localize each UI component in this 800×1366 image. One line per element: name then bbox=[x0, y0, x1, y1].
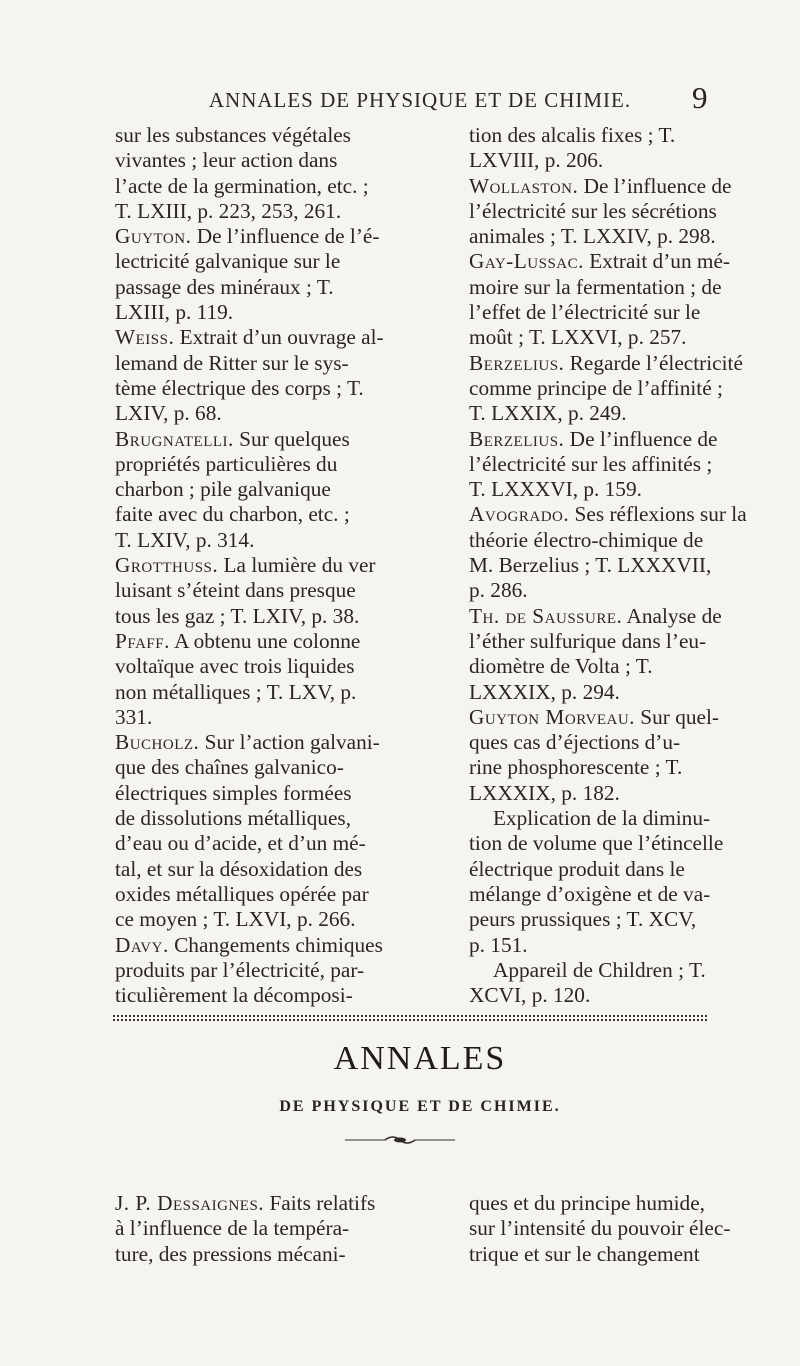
text-line bbox=[469, 401, 800, 426]
line-text: peurs prussiques ; T. XCV, bbox=[469, 907, 697, 932]
line-text: tème électrique des corps ; T. bbox=[115, 375, 364, 400]
text-line bbox=[469, 300, 800, 325]
line-text: moire sur la fermentation ; de bbox=[469, 274, 722, 299]
entry-author: Gay-Lussac. bbox=[469, 249, 584, 274]
line-text: Explication de la diminu- bbox=[493, 806, 711, 831]
text-line bbox=[469, 1242, 800, 1267]
left-column bbox=[115, 123, 445, 1008]
text-line bbox=[115, 502, 445, 527]
text-line bbox=[115, 148, 445, 173]
line-text: tion de volume que l’étincelle bbox=[469, 831, 724, 856]
section-divider bbox=[113, 1015, 707, 1021]
line-text: propriétés particulières du bbox=[115, 451, 338, 476]
text-line bbox=[469, 351, 800, 376]
line-text: De l’influence de bbox=[578, 173, 732, 198]
line-text: ques cas d’éjections d’u- bbox=[469, 730, 681, 755]
line-text: oxides métalliques opérée par bbox=[115, 881, 369, 906]
text-line bbox=[115, 174, 445, 199]
line-text: d’eau ou d’acide, et d’un mé- bbox=[115, 831, 366, 856]
line-text: mélange d’oxigène et de va- bbox=[469, 881, 711, 906]
text-line bbox=[469, 629, 800, 654]
entry-author: Avogrado. bbox=[469, 502, 570, 527]
line-text: électrique produit dans le bbox=[469, 856, 685, 881]
ornament-divider bbox=[345, 1134, 455, 1146]
line-text: sur l’intensité du pouvoir élec- bbox=[469, 1216, 731, 1241]
page-number: 9 bbox=[692, 80, 708, 115]
line-text: moût ; T. LXXVI, p. 257. bbox=[469, 325, 687, 350]
text-line bbox=[469, 983, 800, 1008]
text-line bbox=[115, 958, 445, 983]
line-text: La lumière du ver bbox=[218, 553, 376, 578]
entry-author: Guyton Morveau. bbox=[469, 704, 635, 729]
line-text: Faits relatifs bbox=[264, 1191, 376, 1215]
bottom-right-column bbox=[469, 1191, 800, 1267]
text-line bbox=[469, 224, 800, 249]
line-text: l’effet de l’électricité sur le bbox=[469, 300, 701, 325]
text-line bbox=[469, 502, 800, 527]
text-line bbox=[469, 958, 800, 983]
text-line bbox=[115, 705, 445, 730]
line-text: LXXXIX, p. 182. bbox=[469, 780, 620, 805]
text-line bbox=[115, 907, 445, 932]
text-line bbox=[469, 806, 800, 831]
line-text: l’éther sulfurique dans l’eu- bbox=[469, 628, 707, 653]
entry-author: Berzelius. bbox=[469, 350, 565, 375]
line-text: que des chaînes galvanico- bbox=[115, 755, 344, 780]
text-line bbox=[469, 730, 800, 755]
text-line bbox=[469, 427, 800, 452]
line-text: Changements chimiques bbox=[168, 932, 383, 957]
text-line bbox=[469, 477, 800, 502]
text-line bbox=[115, 427, 445, 452]
line-text: lemand de Ritter sur le sys- bbox=[115, 350, 349, 375]
entry-author: Weiss. bbox=[115, 325, 175, 350]
right-column bbox=[469, 123, 800, 1008]
line-text: Analyse de bbox=[622, 603, 722, 628]
line-text: électriques simples formées bbox=[115, 780, 352, 805]
line-text: A obtenu une colonne bbox=[169, 628, 361, 653]
line-text: rine phosphorescente ; T. bbox=[469, 755, 683, 780]
line-text: T. LXIV, p. 314. bbox=[115, 527, 255, 552]
text-line bbox=[469, 933, 800, 958]
line-text: De l’influence de l’é- bbox=[191, 224, 380, 249]
text-line bbox=[115, 553, 445, 578]
line-text: tal, et sur la désoxidation des bbox=[115, 856, 363, 881]
entry-author: Brugnatelli. bbox=[115, 426, 234, 451]
text-line bbox=[115, 123, 445, 148]
text-line bbox=[115, 983, 445, 1008]
text-line bbox=[115, 781, 445, 806]
line-text: charbon ; pile galvanique bbox=[115, 477, 331, 502]
line-text: ce moyen ; T. LXVI, p. 266. bbox=[115, 907, 356, 932]
text-line bbox=[115, 1191, 445, 1216]
text-line bbox=[469, 325, 800, 350]
section-title: ANNALES bbox=[333, 1040, 507, 1077]
line-text: M. Berzelius ; T. LXXXVII, bbox=[469, 553, 712, 578]
bottom-left-column bbox=[115, 1191, 445, 1267]
text-line bbox=[115, 933, 445, 958]
line-text: diomètre de Volta ; T. bbox=[469, 654, 653, 679]
entry-author: Guyton. bbox=[115, 224, 192, 249]
text-line bbox=[115, 351, 445, 376]
line-text: produits par l’électricité, par- bbox=[115, 957, 365, 982]
line-text: De l’influence de bbox=[564, 426, 718, 451]
entry-author: Grotthuss. bbox=[115, 553, 219, 578]
text-line bbox=[469, 528, 800, 553]
text-line bbox=[115, 1242, 445, 1267]
text-line bbox=[115, 604, 445, 629]
line-text: l’électricité sur les affinités ; bbox=[469, 451, 713, 476]
text-line bbox=[469, 882, 800, 907]
text-line bbox=[469, 148, 800, 173]
text-line bbox=[469, 857, 800, 882]
line-text: théorie électro-chimique de bbox=[469, 527, 704, 552]
entry-author: Wollaston. bbox=[469, 173, 579, 198]
line-text: Sur l’action galvani- bbox=[199, 730, 380, 755]
entry-author: J. P. Dessaignes. bbox=[115, 1191, 265, 1215]
text-line bbox=[469, 604, 800, 629]
text-line bbox=[469, 755, 800, 780]
text-line bbox=[469, 199, 800, 224]
entry-author: Berzelius. bbox=[469, 426, 565, 451]
entry-author: Pfaff. bbox=[115, 628, 170, 653]
line-text: XCVI, p. 120. bbox=[469, 983, 591, 1008]
line-text: Appareil de Children ; T. bbox=[493, 957, 706, 982]
line-text: ticulièrement la décomposi- bbox=[115, 983, 353, 1008]
line-text: T. LXXIX, p. 249. bbox=[469, 401, 627, 426]
line-text: non métalliques ; T. LXV, p. bbox=[115, 679, 357, 704]
line-text: de dissolutions métalliques, bbox=[115, 806, 352, 831]
text-line bbox=[115, 528, 445, 553]
text-line bbox=[469, 680, 800, 705]
text-line bbox=[469, 249, 800, 274]
line-text: Sur quel- bbox=[634, 704, 719, 729]
line-text: trique et sur le changement bbox=[469, 1241, 700, 1266]
text-line bbox=[469, 654, 800, 679]
line-text: sur les substances végétales bbox=[115, 123, 351, 147]
text-line bbox=[115, 224, 445, 249]
text-line bbox=[115, 1216, 445, 1241]
text-line bbox=[469, 705, 800, 730]
line-text: 331. bbox=[115, 704, 153, 729]
line-text: Extrait d’un ouvrage al- bbox=[174, 325, 384, 350]
text-line bbox=[115, 300, 445, 325]
text-line bbox=[469, 1191, 800, 1216]
line-text: vivantes ; leur action dans bbox=[115, 148, 338, 173]
text-line bbox=[115, 629, 445, 654]
text-line bbox=[115, 680, 445, 705]
line-text: luisant s’éteint dans presque bbox=[115, 578, 356, 603]
line-text: lectricité galvanique sur le bbox=[115, 249, 341, 274]
text-line bbox=[469, 553, 800, 578]
line-text: T. LXXXVI, p. 159. bbox=[469, 477, 642, 502]
text-line bbox=[469, 831, 800, 856]
line-text: l’électricité sur les sécrétions bbox=[469, 198, 717, 223]
text-line bbox=[115, 755, 445, 780]
line-text: ture, des pressions mécani- bbox=[115, 1241, 346, 1266]
entry-author: Th. de Saussure. bbox=[469, 603, 623, 628]
line-text: Sur quelques bbox=[233, 426, 350, 451]
text-line bbox=[115, 730, 445, 755]
text-line bbox=[115, 578, 445, 603]
text-line bbox=[115, 831, 445, 856]
text-line bbox=[469, 781, 800, 806]
text-line bbox=[469, 907, 800, 932]
line-text: LXXXIX, p. 294. bbox=[469, 679, 620, 704]
line-text: faite avec du charbon, etc. ; bbox=[115, 502, 350, 527]
line-text: Ses réflexions sur la bbox=[569, 502, 747, 527]
text-line bbox=[115, 857, 445, 882]
line-text: LXIII, p. 119. bbox=[115, 300, 234, 325]
text-line bbox=[469, 1216, 800, 1241]
line-text: Extrait d’un mé- bbox=[583, 249, 731, 274]
line-text: animales ; T. LXXIV, p. 298. bbox=[469, 224, 716, 249]
line-text: ques et du principe humide, bbox=[469, 1191, 705, 1215]
text-line bbox=[115, 654, 445, 679]
line-text: tous les gaz ; T. LXIV, p. 38. bbox=[115, 603, 360, 628]
line-text: T. LXIII, p. 223, 253, 261. bbox=[115, 198, 342, 223]
running-head: ANNALES DE PHYSIQUE ET DE CHIMIE. bbox=[208, 88, 632, 112]
text-line bbox=[469, 275, 800, 300]
text-line bbox=[469, 376, 800, 401]
text-line bbox=[115, 275, 445, 300]
text-line bbox=[469, 174, 800, 199]
line-text: l’acte de la germination, etc. ; bbox=[115, 173, 369, 198]
text-line bbox=[469, 578, 800, 603]
text-line bbox=[115, 401, 445, 426]
line-text: LXIV, p. 68. bbox=[115, 401, 222, 426]
text-line bbox=[469, 452, 800, 477]
text-line bbox=[115, 325, 445, 350]
text-line bbox=[115, 199, 445, 224]
text-line bbox=[115, 806, 445, 831]
line-text: à l’influence de la tempéra- bbox=[115, 1216, 350, 1241]
line-text: voltaïque avec trois liquides bbox=[115, 654, 355, 679]
line-text: p. 286. bbox=[469, 578, 528, 603]
line-text: tion des alcalis fixes ; T. bbox=[469, 123, 676, 147]
line-text: p. 151. bbox=[469, 932, 528, 957]
text-line bbox=[115, 249, 445, 274]
line-text: LXVIII, p. 206. bbox=[469, 148, 604, 173]
section-subtitle: DE PHYSIQUE ET DE CHIMIE. bbox=[279, 1098, 561, 1115]
entry-author: Davy. bbox=[115, 932, 169, 957]
text-line bbox=[115, 477, 445, 502]
text-line bbox=[115, 882, 445, 907]
text-line bbox=[115, 376, 445, 401]
line-text: passage des minéraux ; T. bbox=[115, 274, 334, 299]
entry-author: Bucholz. bbox=[115, 730, 200, 755]
line-text: comme principe de l’affinité ; bbox=[469, 375, 723, 400]
text-line bbox=[469, 123, 800, 148]
text-line bbox=[115, 452, 445, 477]
line-text: Regarde l’électricité bbox=[564, 350, 743, 375]
